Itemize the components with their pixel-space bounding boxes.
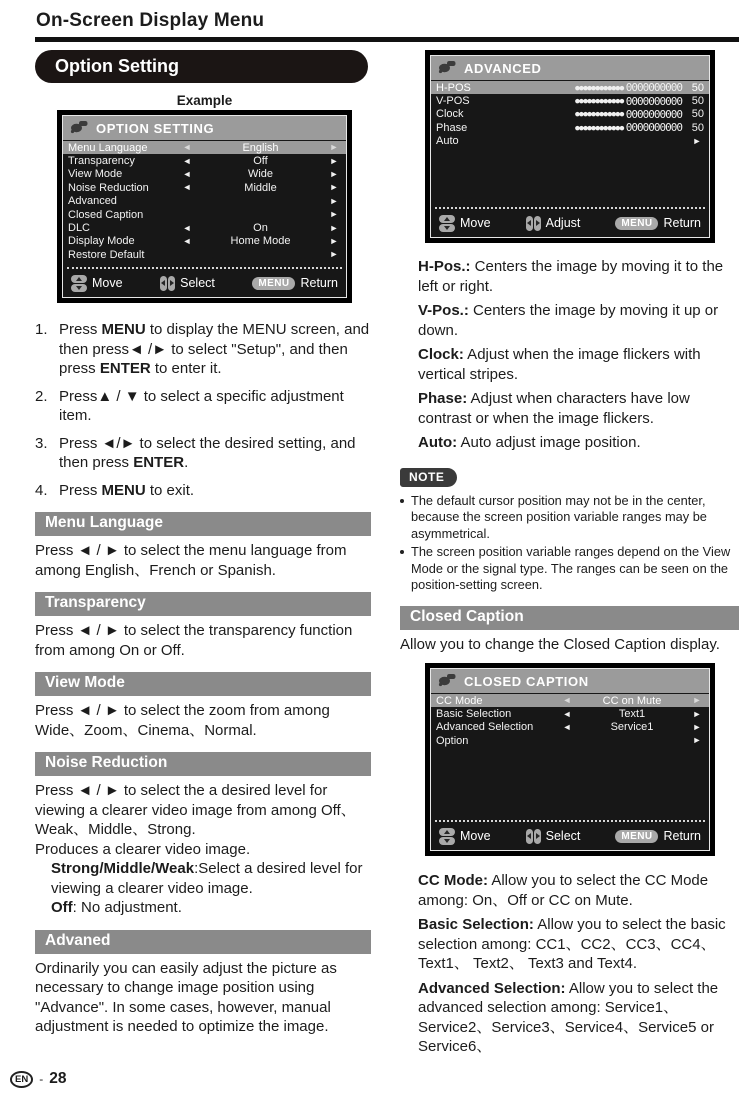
right-column — [400, 50, 739, 1062]
content-columns — [35, 50, 739, 1062]
definition-clock: Clock: Adjust when the image flickers with vertical stripes. — [418, 346, 701, 383]
left-arrow-icon: ◄ — [562, 721, 572, 732]
menu-footer-bar: Move Select MENU Return — [63, 269, 346, 297]
advanced-menu-title: ADVANCED — [464, 60, 542, 76]
slider-bar: ●●●●●●●●●●●● 0000000000 — [574, 107, 682, 121]
menu-footer-bar: Move Select MENU Return — [431, 822, 709, 850]
menu-row: H-POS ●●●●●●●●●●●● 0000000000 50 — [431, 81, 709, 94]
select-icon — [526, 829, 541, 844]
right-arrow-icon: ► — [329, 182, 339, 193]
section-header-noise-reduction: Noise Reduction — [35, 752, 371, 776]
definition-cc-mode: CC Mode: Allow you to select the CC Mode among: On、Off or CC on Mute. — [418, 872, 709, 909]
right-arrow-icon: ► — [692, 735, 702, 746]
menu-row: Auto ► — [431, 135, 709, 148]
move-icon — [439, 828, 455, 845]
left-arrow-icon: ◄ — [182, 235, 192, 246]
footer-separator: - — [39, 1072, 44, 1086]
adjust-icon — [526, 216, 541, 231]
cc-menu-title-bar — [431, 669, 709, 693]
left-arrow-icon: ◄ — [182, 168, 192, 179]
slider-bar: ●●●●●●●●●●●● 0000000000 — [574, 121, 682, 135]
right-arrow-icon: ► — [692, 708, 702, 719]
step-2: 2. Press▲ / ▼ to select a specific adjustment item. — [35, 387, 344, 424]
menu-row: Restore Default ► — [63, 248, 346, 261]
note-bullet: The screen position variable ranges depend on the View Mode or the signal type. The ranges can be seen on the position-setting screen. — [400, 544, 739, 594]
tools-icon — [437, 673, 457, 690]
advanced-definitions — [400, 257, 739, 453]
page-footer — [10, 1070, 66, 1088]
option-setting-menu-screenshot — [57, 110, 352, 303]
step-4: 4. Press MENU to exit. — [35, 481, 195, 499]
definition-auto: Auto: Auto adjust image position. — [418, 434, 641, 451]
slider-bar: ●●●●●●●●●●●● 0000000000 — [574, 81, 682, 95]
right-arrow-icon: ► — [329, 235, 339, 246]
move-icon — [439, 215, 455, 232]
note-bullet: The default cursor position may not be in the center, because the screen position variable ranges may be asymmetrical. — [400, 493, 739, 543]
advanced-menu-title-bar — [431, 56, 709, 80]
menu-row: Transparency ◄ Off ► — [63, 154, 346, 167]
menu-row: DLC ◄ On ► — [63, 221, 346, 234]
title-rule — [35, 37, 739, 42]
right-arrow-icon: ► — [329, 195, 339, 206]
right-arrow-icon: ► — [329, 155, 339, 166]
definition-h-pos: H-Pos.: Centers the image by moving it to the left or right. — [418, 258, 724, 295]
section-body-noise-reduction: Press ◄ / ► to select the a desired level for viewing a clearer video image from among Off、Weak、Middle、Strong. Produces a clearer video image. Strong/Middle/Weak:Select a desired level for viewing a clearer video image. Off: No adjustment. — [35, 782, 363, 916]
bullet-dot-icon — [400, 499, 404, 503]
cc-definitions — [400, 871, 739, 1057]
right-arrow-icon: ► — [329, 209, 339, 220]
language-badge: EN — [10, 1071, 33, 1088]
menu-row: Menu Language ◄ English ► — [63, 141, 346, 154]
section-body-menu-language: Press ◄ / ► to select the menu language from among English、French or Spanish. — [35, 542, 347, 579]
definition-advanced-selection: Advanced Selection: Allow you to select the advanced selection among: Service1、Service2、Service3、Service4、Service5 or Service6、 — [418, 979, 719, 1055]
menu-row: Advanced Selection ◄ Service1 ► — [431, 721, 709, 734]
section-body-advaned: Ordinarily you can easily adjust the picture as necessary to change image position using "Advance". In some cases, however, manual adjustment is needed to optimize the image. — [35, 959, 337, 1035]
right-arrow-icon: ► — [692, 721, 702, 732]
menu-row: Clock ●●●●●●●●●●●● 0000000000 50 — [436, 107, 704, 121]
left-arrow-icon: ◄ — [182, 182, 192, 193]
option-menu-title: OPTION SETTING — [96, 120, 215, 136]
menu-row: Closed Caption ► — [63, 208, 346, 221]
menu-row: Noise Reduction ◄ Middle ► — [63, 181, 346, 194]
left-column — [35, 50, 371, 1037]
menu-button-badge: MENU — [615, 217, 658, 230]
menu-button-badge: MENU — [252, 277, 295, 290]
section-body-closed-caption: Allow you to change the Closed Caption display. — [400, 635, 720, 653]
menu-row: V-POS ●●●●●●●●●●●● 0000000000 50 — [436, 94, 704, 108]
page-number: 28 — [49, 1070, 67, 1087]
right-arrow-icon: ► — [692, 135, 702, 146]
option-setting-badge-label: Option Setting — [55, 56, 179, 76]
right-arrow-icon: ► — [329, 222, 339, 233]
section-header-menu-language: Menu Language — [35, 512, 371, 536]
left-arrow-icon: ◄ — [182, 142, 192, 153]
cc-menu-title: CLOSED CAPTION — [464, 673, 589, 689]
section-body-transparency: Press ◄ / ► to select the transparency function from among On or Off. — [35, 622, 353, 659]
note-badge: NOTE — [400, 468, 457, 487]
section-header-advaned: Advaned — [35, 930, 371, 954]
slider-bar: ●●●●●●●●●●●● 0000000000 — [574, 94, 682, 108]
move-icon — [71, 275, 87, 292]
menu-row: Phase ●●●●●●●●●●●● 0000000000 50 — [436, 121, 704, 135]
option-menu-title-bar — [63, 116, 346, 140]
example-label: Example — [176, 93, 233, 108]
instruction-steps — [35, 320, 371, 500]
definition-phase: Phase: Adjust when characters have low contrast or when the image flickers. — [418, 390, 690, 427]
section-header-view-mode: View Mode — [35, 672, 371, 696]
menu-row: Basic Selection ◄ Text1 ► — [431, 707, 709, 720]
left-arrow-icon: ◄ — [562, 708, 572, 719]
left-arrow-icon: ◄ — [182, 155, 192, 166]
tools-icon — [437, 60, 457, 77]
menu-row: Display Mode ◄ Home Mode ► — [63, 235, 346, 248]
page-title: On-Screen Display Menu — [36, 10, 265, 31]
right-arrow-icon: ► — [692, 695, 702, 706]
menu-row: Option ► — [431, 734, 709, 747]
bullet-dot-icon — [400, 550, 404, 554]
right-arrow-icon: ► — [329, 249, 339, 260]
tools-icon — [69, 120, 89, 137]
definition-basic-selection: Basic Selection: Allow you to select the basic selection among: CC1、CC2、CC3、CC4、Text1、 Text2、 Text3 and Text4. — [418, 916, 726, 972]
select-icon — [160, 276, 175, 291]
right-arrow-icon: ► — [329, 142, 339, 153]
option-setting-badge — [35, 50, 368, 83]
step-1: 1. Press MENU to display the MENU screen, and then press◄ /► to select "Setup", and then press ENTER to enter it. — [35, 321, 370, 377]
menu-row: CC Mode ◄ CC on Mute ► — [431, 694, 709, 707]
advanced-menu-screenshot — [425, 50, 715, 243]
menu-footer-bar: Move Adjust MENU Return — [431, 209, 709, 237]
note-bullets — [400, 493, 739, 594]
step-3: 3. Press ◄/► to select the desired setting, and then press ENTER. — [35, 434, 356, 471]
left-arrow-icon: ◄ — [182, 222, 192, 233]
section-body-view-mode: Press ◄ / ► to select the zoom from among Wide、Zoom、Cinema、Normal. — [35, 702, 330, 739]
menu-row: Advanced ► — [63, 195, 346, 208]
left-arrow-icon: ◄ — [562, 695, 572, 706]
section-header-closed-caption: Closed Caption — [400, 606, 739, 630]
definition-v-pos: V-Pos.: Centers the image by moving it up or down. — [418, 302, 719, 339]
menu-button-badge: MENU — [615, 830, 658, 843]
section-header-transparency: Transparency — [35, 592, 371, 616]
right-arrow-icon: ► — [329, 168, 339, 179]
closed-caption-menu-screenshot — [425, 663, 715, 856]
menu-row: View Mode ◄ Wide ► — [63, 168, 346, 181]
